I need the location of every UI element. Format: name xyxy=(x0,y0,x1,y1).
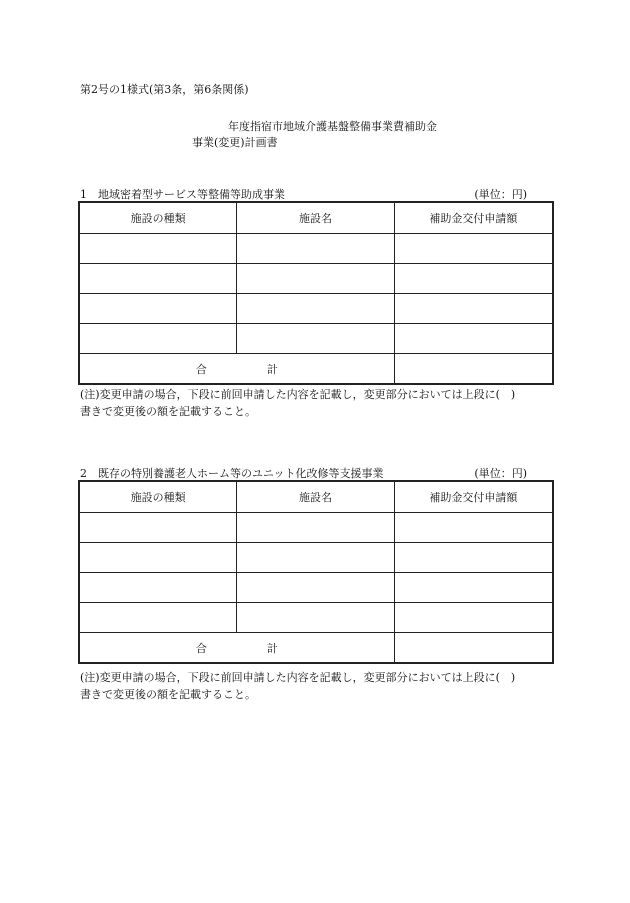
amount-cell[interactable] xyxy=(394,573,552,603)
section-2-note xyxy=(80,669,560,703)
table-row xyxy=(80,603,553,633)
note-line-1: (注)変更申請の場合，下段に前回申請した内容を記載し，変更部分においては上段に( ) xyxy=(80,388,516,401)
total-amount-cell[interactable] xyxy=(394,354,552,384)
facility-name-cell[interactable] xyxy=(237,234,394,264)
section-title: 2 既存の特別養護老人ホーム等のユニット化改修等支援事業 xyxy=(80,467,384,480)
section-title: 1 地域密着型サービス等整備等助成事業 xyxy=(80,188,285,201)
section-2-table xyxy=(79,481,553,663)
amount-cell[interactable] xyxy=(394,603,552,633)
total-char-2: 計 xyxy=(266,641,278,655)
facility-name-cell[interactable] xyxy=(237,573,394,603)
total-char-1: 合 xyxy=(195,641,207,655)
form-number: 第2号の1様式(第3条，第6条関係) xyxy=(80,83,249,96)
section-1-heading xyxy=(80,186,531,202)
facility-name-cell[interactable] xyxy=(237,264,394,294)
total-char-1: 合 xyxy=(195,362,207,376)
facility-type-cell[interactable] xyxy=(80,543,237,573)
table-row xyxy=(80,543,553,573)
table-row xyxy=(80,513,553,543)
amount-cell[interactable] xyxy=(394,513,552,543)
facility-type-cell[interactable] xyxy=(80,603,237,633)
facility-name-cell[interactable] xyxy=(237,603,394,633)
section-2-heading xyxy=(80,465,531,481)
facility-type-cell[interactable] xyxy=(80,573,237,603)
column-header-facility-name: 施設名 xyxy=(237,203,394,234)
facility-type-cell[interactable] xyxy=(80,264,237,294)
unit-label: (単位：円) xyxy=(474,188,527,201)
column-header-requested-amount: 補助金交付申請額 xyxy=(394,203,552,234)
amount-cell[interactable] xyxy=(394,264,552,294)
unit-label: (単位：円) xyxy=(474,467,527,480)
table-row xyxy=(80,264,553,294)
amount-cell[interactable] xyxy=(394,294,552,324)
document-title-line1: 年度指宿市地域介護基盤整備事業費補助金 xyxy=(228,120,437,133)
note-line-2: 書きで変更後の額を記載すること。 xyxy=(80,688,256,701)
facility-name-cell[interactable] xyxy=(237,324,394,354)
facility-name-cell[interactable] xyxy=(237,513,394,543)
total-row xyxy=(80,633,553,663)
facility-type-cell[interactable] xyxy=(80,234,237,264)
total-char-2: 計 xyxy=(266,362,278,376)
table-row xyxy=(80,573,553,603)
total-label xyxy=(80,633,395,663)
table-row xyxy=(80,234,553,264)
column-header-facility-type: 施設の種類 xyxy=(80,482,237,513)
amount-cell[interactable] xyxy=(394,234,552,264)
facility-type-cell[interactable] xyxy=(80,513,237,543)
total-row xyxy=(80,354,553,384)
facility-type-cell[interactable] xyxy=(80,294,237,324)
amount-cell[interactable] xyxy=(394,324,552,354)
total-amount-cell[interactable] xyxy=(394,633,552,663)
table-row xyxy=(80,294,553,324)
facility-name-cell[interactable] xyxy=(237,294,394,324)
total-label xyxy=(80,354,395,384)
document-title-line2: 事業(変更)計画書 xyxy=(192,136,278,149)
note-line-2: 書きで変更後の額を記載すること。 xyxy=(80,405,256,418)
column-header-requested-amount: 補助金交付申請額 xyxy=(394,482,552,513)
section-1-table xyxy=(79,202,553,384)
section-1-note xyxy=(80,386,560,420)
column-header-facility-type: 施設の種類 xyxy=(80,203,237,234)
table-row xyxy=(80,324,553,354)
facility-type-cell[interactable] xyxy=(80,324,237,354)
amount-cell[interactable] xyxy=(394,543,552,573)
table-header-row xyxy=(80,203,553,234)
facility-name-cell[interactable] xyxy=(237,543,394,573)
note-line-1: (注)変更申請の場合，下段に前回申請した内容を記載し，変更部分においては上段に( ) xyxy=(80,671,516,684)
column-header-facility-name: 施設名 xyxy=(237,482,394,513)
table-header-row xyxy=(80,482,553,513)
